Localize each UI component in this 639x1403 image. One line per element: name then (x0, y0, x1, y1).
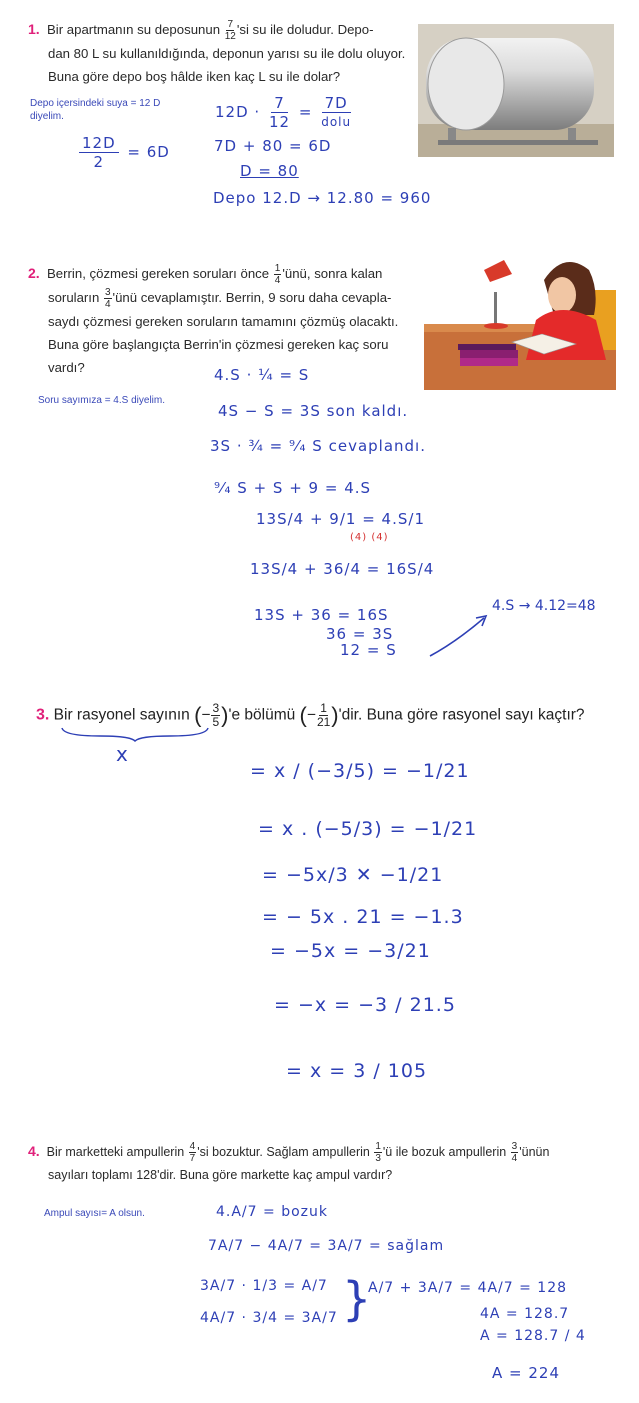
q2-work-line-5-red: (4) (4) (350, 532, 389, 543)
q1-work-line-4: D = 80 (240, 162, 299, 180)
fraction: $\frac{7}{12}$ (224, 19, 236, 43)
q1-work-line-3: 7D + 80 = 6D (214, 137, 332, 155)
question-4-text: 4. Bir marketteki ampullerin $\frac{4}{7}$ 'si bozuktur. Sağlam ampullerin $\frac{1}{3}$ 'ü ile bozuk ampullerin $\frac{3}{4}$ 'ünün sayıları toplamı 128'dir. Buna göre markette kaç ampul vardır? (28, 1141, 550, 1183)
question-number: 2. (28, 265, 40, 281)
question-3: 3. Bir rasyonel sayının (− $\frac{3}{5}$ )'e bölümü (− $\frac{1}{21}$ )'dir. Buna göre rasyonel sayı kaçtır? (36, 701, 585, 729)
question-number: 3. (36, 706, 50, 724)
question-2-text: 2. Berrin, çözmesi gereken soruları önce $\frac{1}{4}$ 'ünü, sonra kalan soruların $\frac{3}{4}$ 'ünü cevaplamıştır. Berrin, 9 soru daha cevapla- saydı çözmesi gereken soruların tamamını çözmüş olacaktı. Buna göre başlangıçta Berrin'in çözmesi gereken kaç soru vardı? (28, 263, 399, 376)
q4-work-line-7: A = 128.7 / 4 (480, 1328, 586, 1344)
q1-work-line-1: 12D · $\frac{7}{12}$ = 7D dolu (215, 94, 352, 131)
q2-work-line-9: 12 = S (340, 641, 397, 659)
q2-work-line-4: ⁹⁄₄ S + S + 9 = 4.S (214, 479, 372, 497)
q2-work-line-8: 36 = 3S (326, 625, 394, 643)
question-1-note: Depo içersindeki suya = 12 D diyelim. (30, 98, 161, 122)
tank-photo (418, 24, 614, 157)
q3-work-line-1: = x / (−3/5) = −1/21 (250, 760, 470, 782)
q4-work-line-1: 4.A/7 = bozuk (216, 1204, 328, 1220)
question-1-text: 1. Bir apartmanın su deposunun $\frac{7}{12}$ 'si su ile doludur. Depo- dan 80 L su kullanıldığında, deponun yarısı su ile dolu oluyor. Buna göre depo boş hâlde iken kaç L su ile dolar? (28, 19, 406, 85)
q4-work-line-8: A = 224 (492, 1364, 560, 1382)
q3-work-line-4: = − 5x . 21 = −1.3 (262, 906, 464, 928)
q3-work-line-3: = −5x/3 ✕ −1/21 (262, 864, 444, 886)
q2-work-line-6: 13S/4 + 36/4 = 16S/4 (250, 560, 435, 578)
q4-work-line-3: 3A/7 · 1/3 = A/7 (200, 1278, 328, 1294)
q2-work-line-7: 13S + 36 = 16S (254, 606, 389, 624)
q3-x-label: x (116, 742, 129, 766)
girl-studying-illustration (424, 250, 616, 390)
q1-work-line-5: Depo 12.D → 12.80 = 960 (213, 189, 432, 207)
fraction: $\frac{3}{4}$ (104, 287, 111, 311)
illustration-drawing (424, 250, 616, 390)
q2-work-line-3: 3S · ¾ = ⁹⁄₄ S cevaplandı. (210, 437, 426, 455)
question-2 (28, 262, 420, 379)
q2-work-line-1: 4.S · ¼ = S (214, 366, 310, 384)
brace-underline (60, 726, 210, 742)
tank-drawing (418, 24, 614, 157)
q3-work-line-5: = −5x = −3/21 (270, 940, 431, 962)
q2-work-line-5: 13S/4 + 9/1 = 4.S/1 (256, 510, 425, 528)
q2-side-result: 4.S → 4.12=48 (492, 598, 596, 614)
q1-work-half: $\frac{12D}{2}$ = 6D (76, 134, 170, 171)
q4-brace: } (342, 1272, 373, 1326)
q3-work-line-6: = −x = −3 / 21.5 (274, 994, 456, 1016)
q4-work-line-5: A/7 + 3A/7 = 4A/7 = 128 (368, 1280, 568, 1296)
question-number: 1. (28, 21, 40, 37)
q4-work-line-6: 4A = 128.7 (480, 1306, 570, 1322)
q3-work-line-7: = x = 3 / 105 (286, 1060, 428, 1082)
question-4 (28, 1140, 628, 1187)
question-1 (28, 18, 408, 88)
q4-work-line-4: 4A/7 · 3/4 = 3A/7 (200, 1310, 338, 1326)
q4-work-line-2: 7A/7 − 4A/7 = 3A/7 = sağlam (208, 1238, 445, 1254)
q3-work-line-2: = x . (−5/3) = −1/21 (258, 818, 478, 840)
q2-work-line-2: 4S − S = 3S son kaldı. (218, 402, 409, 420)
fraction: $\frac{1}{4}$ (274, 263, 281, 287)
question-4-note: Ampul sayısı= A olsun. (44, 1208, 145, 1219)
question-number: 4. (28, 1143, 40, 1159)
question-2-note: Soru sayımıza = 4.S diyelim. (38, 395, 165, 406)
arrow-icon (426, 612, 496, 662)
